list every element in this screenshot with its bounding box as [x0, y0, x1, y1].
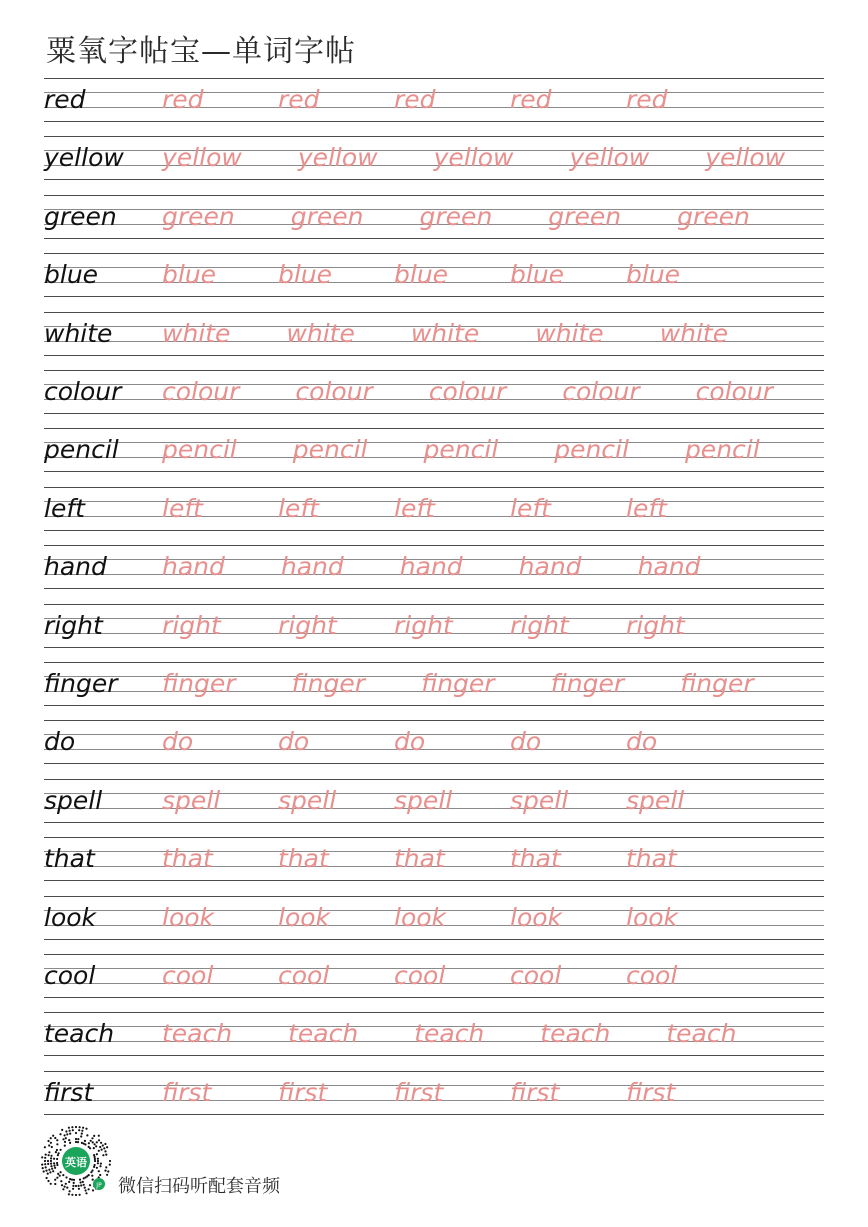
trace-word: teach	[288, 1019, 359, 1049]
practice-row	[44, 545, 824, 589]
trace-word: look	[162, 902, 215, 932]
trace-word: yellow	[297, 143, 378, 173]
guide-line	[44, 763, 824, 764]
trace-word: yellow	[433, 143, 514, 173]
guide-line	[44, 487, 824, 488]
trace-word: teach	[162, 1019, 233, 1049]
trace-word: teach	[414, 1019, 485, 1049]
guide-line	[44, 312, 824, 313]
model-word: spell	[44, 785, 103, 815]
guide-line	[44, 1012, 824, 1013]
trace-word: pencil	[162, 435, 237, 465]
trace-word: first	[626, 1077, 676, 1107]
guide-line	[44, 588, 824, 589]
guide-line	[44, 822, 824, 823]
model-word: right	[44, 610, 103, 640]
guide-line	[44, 530, 824, 531]
trace-word: yellow	[705, 143, 786, 173]
trace-word: red	[394, 85, 436, 114]
practice-row	[44, 195, 824, 239]
guide-line	[44, 837, 824, 838]
trace-word: do	[510, 727, 542, 757]
guide-line	[44, 662, 824, 663]
trace-word: white	[535, 318, 604, 348]
guide-line	[44, 1071, 824, 1072]
trace-word: finger	[421, 669, 495, 698]
trace-word: pencil	[292, 435, 368, 465]
guide-line	[44, 749, 824, 750]
footer	[40, 1124, 440, 1204]
trace-word: spell	[510, 785, 569, 815]
practice-row	[44, 954, 824, 998]
trace-word: red	[278, 85, 320, 114]
trace-word: pencil	[423, 435, 499, 465]
trace-word: cool	[278, 961, 330, 990]
model-word: first	[44, 1077, 94, 1107]
model-word: left	[44, 493, 85, 523]
trace-word: green	[162, 201, 235, 231]
trace-word: right	[394, 610, 453, 640]
guide-line	[44, 253, 824, 254]
trace-word: do	[278, 727, 310, 757]
practice-row	[44, 1012, 824, 1056]
trace-word: that	[162, 844, 213, 874]
trace-word: do	[394, 727, 426, 757]
trace-word: right	[278, 610, 337, 640]
guide-line	[44, 705, 824, 706]
trace-word: finger	[162, 669, 236, 698]
qr-code-icon[interactable]	[40, 1124, 112, 1196]
model-word: pencil	[44, 435, 119, 465]
trace-word: cool	[162, 961, 214, 990]
trace-word: white	[162, 318, 231, 348]
trace-word: blue	[626, 260, 681, 290]
trace-word: red	[510, 85, 552, 114]
trace-word: white	[286, 318, 355, 348]
model-word: teach	[44, 1019, 115, 1049]
trace-word: hand	[518, 552, 582, 582]
guide-line	[44, 471, 824, 472]
guide-line	[44, 997, 824, 998]
practice-row	[44, 312, 824, 356]
trace-word: that	[626, 844, 677, 874]
page-title: 粟氧字帖宝—单词字帖	[46, 34, 356, 69]
guide-line	[44, 896, 824, 897]
trace-word: left	[394, 493, 435, 523]
trace-word: left	[626, 493, 667, 523]
trace-word: teach	[666, 1019, 737, 1049]
footer-caption: 微信扫码听配套音频	[118, 1176, 280, 1197]
guide-line	[44, 604, 824, 605]
guide-line	[44, 1055, 824, 1056]
trace-word: yellow	[162, 143, 242, 173]
guide-line	[44, 121, 824, 122]
model-word: cool	[44, 961, 96, 990]
trace-word: white	[410, 318, 480, 348]
trace-word: cool	[626, 961, 678, 990]
guide-line	[44, 880, 824, 881]
trace-word: blue	[278, 260, 333, 290]
guide-line	[44, 355, 824, 356]
trace-word: spell	[626, 785, 685, 815]
trace-word: pencil	[554, 435, 629, 465]
trace-word: blue	[162, 260, 217, 290]
practice-row	[44, 837, 824, 881]
guide-line	[44, 939, 824, 940]
trace-word: right	[626, 610, 685, 640]
trace-word: first	[162, 1077, 212, 1107]
trace-word: blue	[510, 260, 565, 290]
trace-word: that	[278, 844, 329, 874]
model-word: that	[44, 844, 95, 874]
model-word: yellow	[44, 143, 124, 173]
model-word: look	[44, 902, 97, 932]
guide-line	[44, 545, 824, 546]
trace-word: yellow	[569, 143, 650, 173]
trace-word: colour	[428, 377, 507, 406]
model-word: finger	[44, 669, 118, 698]
trace-word: green	[419, 201, 493, 231]
guide-line	[44, 720, 824, 721]
practice-row	[44, 604, 824, 648]
trace-word: teach	[540, 1019, 611, 1049]
guide-line	[44, 296, 824, 297]
trace-word: look	[394, 902, 447, 932]
trace-word: pencil	[684, 435, 760, 465]
qr-badge-text: 英语	[65, 1156, 87, 1169]
trace-word: left	[278, 493, 319, 523]
trace-word: green	[677, 201, 750, 231]
trace-word: that	[394, 844, 445, 874]
practice-row	[44, 720, 824, 764]
practice-row	[44, 1071, 824, 1115]
guide-line	[44, 238, 824, 239]
trace-word: look	[278, 902, 331, 932]
guide-line	[44, 195, 824, 196]
trace-word: colour	[162, 377, 240, 406]
practice-row	[44, 896, 824, 940]
guide-line	[44, 1114, 824, 1115]
guide-line	[44, 370, 824, 371]
model-word: white	[44, 318, 113, 348]
trace-word: hand	[399, 552, 463, 582]
practice-row	[44, 78, 824, 122]
trace-word: cool	[394, 961, 446, 990]
trace-word: green	[290, 201, 364, 231]
guide-line	[44, 647, 824, 648]
trace-word: hand	[280, 552, 344, 582]
trace-word: green	[548, 201, 622, 231]
trace-word: red	[626, 85, 668, 114]
practice-row	[44, 662, 824, 706]
guide-line	[44, 428, 824, 429]
trace-word: cool	[510, 961, 562, 990]
practice-row	[44, 779, 824, 823]
trace-word: white	[659, 318, 729, 348]
trace-word: left	[162, 493, 203, 523]
trace-word: first	[278, 1077, 328, 1107]
trace-word: finger	[291, 669, 366, 698]
trace-word: first	[510, 1077, 560, 1107]
model-word: hand	[44, 552, 107, 582]
model-word: red	[44, 85, 86, 114]
trace-word: spell	[162, 785, 221, 815]
guide-line	[44, 954, 824, 955]
trace-word: colour	[695, 377, 774, 406]
qr-logo-text: JP	[96, 1182, 102, 1189]
trace-word: look	[510, 902, 563, 932]
practice-row	[44, 253, 824, 297]
trace-word: that	[510, 844, 561, 874]
practice-row	[44, 136, 824, 180]
trace-word: hand	[637, 552, 701, 582]
model-word: do	[44, 727, 76, 757]
model-word: blue	[44, 260, 99, 290]
guide-line	[44, 413, 824, 414]
trace-word: first	[394, 1077, 444, 1107]
guide-line	[44, 78, 824, 79]
trace-word: blue	[394, 260, 449, 290]
guide-line	[44, 779, 824, 780]
trace-word: spell	[278, 785, 337, 815]
trace-word: hand	[162, 552, 225, 582]
trace-word: right	[510, 610, 569, 640]
practice-row	[44, 428, 824, 472]
trace-word: finger	[550, 669, 625, 698]
trace-word: colour	[295, 377, 373, 406]
trace-word: do	[162, 727, 194, 757]
trace-word: spell	[394, 785, 453, 815]
trace-word: right	[162, 610, 221, 640]
trace-word: red	[162, 85, 204, 114]
model-word: green	[44, 201, 117, 231]
practice-row	[44, 487, 824, 531]
trace-word: do	[626, 727, 658, 757]
trace-word: look	[626, 902, 679, 932]
trace-word: finger	[680, 669, 754, 698]
guide-line	[44, 136, 824, 137]
practice-row	[44, 370, 824, 414]
trace-word: left	[510, 493, 551, 523]
model-word: colour	[44, 377, 122, 406]
guide-line	[44, 734, 824, 735]
trace-word: colour	[562, 377, 640, 406]
guide-line	[44, 179, 824, 180]
